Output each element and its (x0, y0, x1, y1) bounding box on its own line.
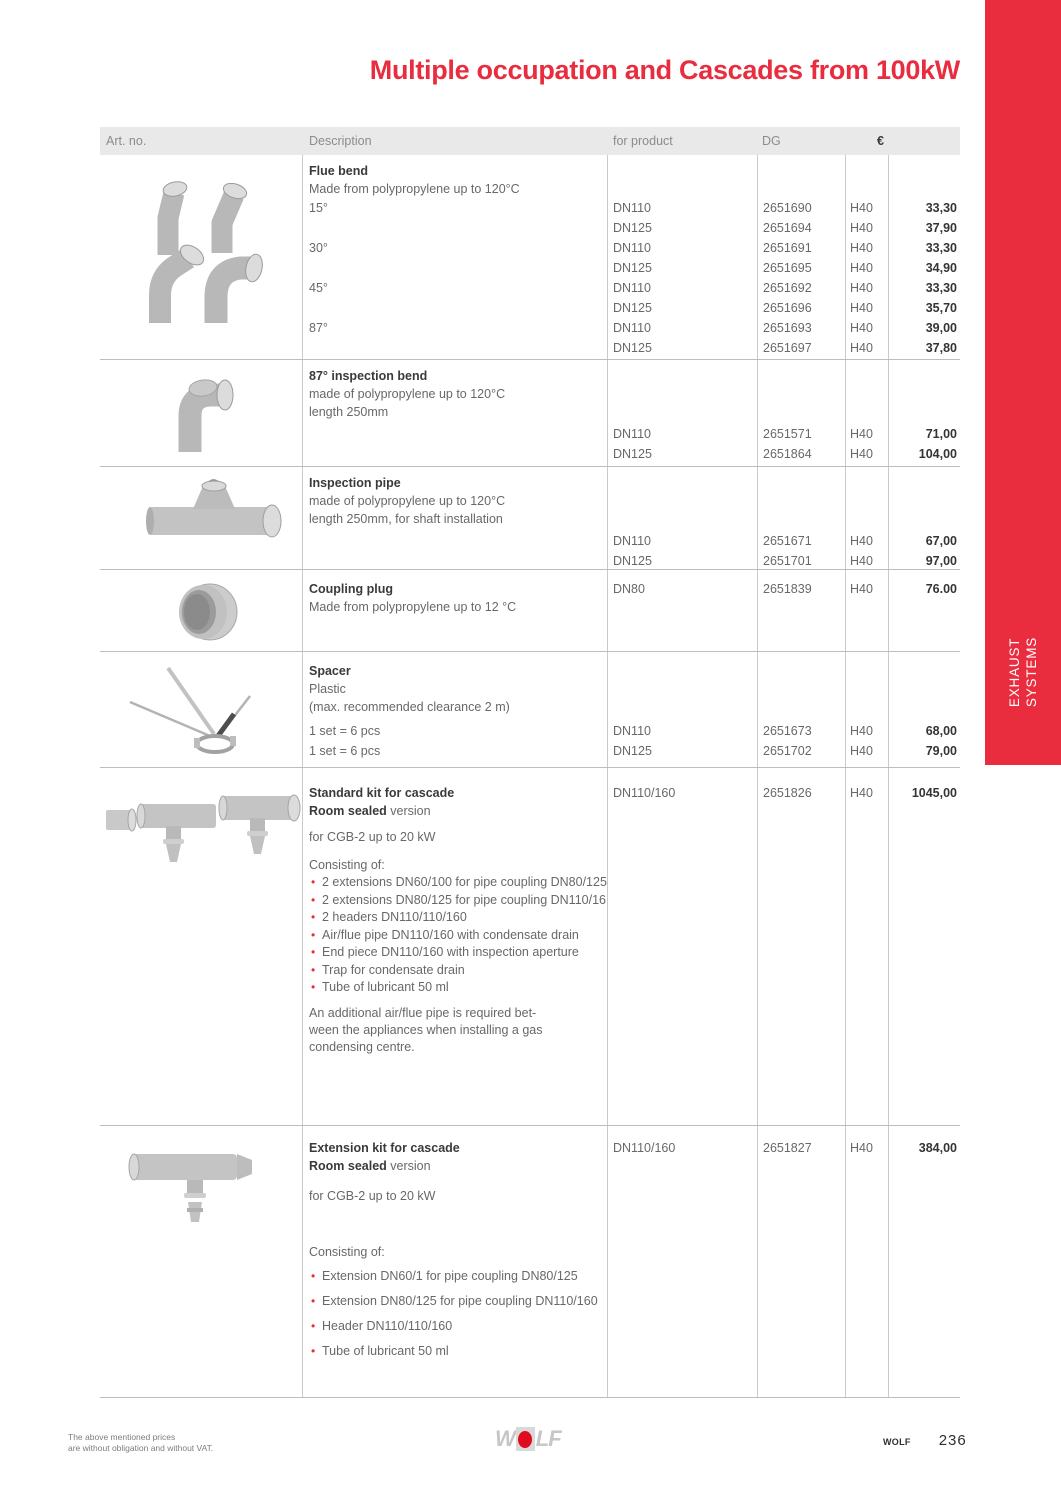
bullet-icon: • (311, 927, 316, 942)
bullet-icon: • (311, 892, 316, 907)
header-currency: € (877, 134, 884, 148)
variant-product: DN125 (613, 554, 652, 568)
variant-product: DN110 (613, 241, 651, 255)
variant-price: 33,30 (925, 201, 957, 215)
wolf-logo-letter-w: W (495, 1426, 515, 1451)
product-name: Inspection pipe (309, 476, 401, 490)
consisting-label: Consisting of: (309, 858, 385, 872)
table-row-inspection-bend (100, 360, 960, 467)
variant-label (302, 551, 607, 570)
spacer-image (122, 662, 257, 760)
table-row-spacer (100, 652, 960, 768)
variant-label (302, 338, 607, 358)
variant-dg: H40 (850, 427, 873, 441)
brand-name: WOLF (883, 1437, 911, 1447)
kit-contents-list (309, 874, 607, 997)
variant-art-no: 2651702 (763, 744, 812, 758)
version-label: version (386, 804, 431, 818)
side-tab-line2: SYSTEMS (1024, 636, 1039, 708)
variant-product: DN110/160 (613, 1141, 676, 1155)
bullet-icon: • (311, 980, 316, 994)
variant-product: DN110 (613, 321, 651, 335)
variant-product: DN110 (613, 201, 651, 215)
kit-contents-list (309, 1268, 607, 1360)
variant-art-no: 2651697 (763, 341, 812, 355)
product-description: made of polypropylene up to 120°C (309, 494, 506, 508)
inspection-bend-image (158, 368, 248, 456)
side-tab-line1: EXHAUST (1007, 637, 1022, 708)
for-appliance-line: for CGB-2 up to 20 kW (309, 1189, 436, 1203)
variant-row (302, 298, 960, 318)
variant-price: 97,00 (925, 554, 957, 568)
variant-dg: H40 (850, 281, 873, 295)
variant-price: 76.00 (925, 582, 957, 596)
extension-kit-image (125, 1140, 265, 1232)
variant-art-no: 2651693 (763, 321, 812, 335)
product-image-cell (100, 570, 302, 651)
variant-row (302, 338, 960, 358)
variant-row (302, 238, 960, 258)
variant-art-no: 2651671 (763, 534, 812, 548)
product-table (100, 127, 960, 1398)
variant-row (302, 551, 960, 570)
variant-product: DN125 (613, 301, 652, 315)
product-name: Extension kit for cascade (309, 1141, 460, 1155)
list-item: • Header DN110/110/160 (311, 1319, 453, 1333)
list-item: • Extension DN80/125 for pipe coupling DN110/160 (311, 1294, 598, 1308)
list-item: • Tube of lubricant 50 ml (311, 1344, 449, 1358)
variant-price: 1045,00 (911, 786, 957, 800)
variant-row (302, 721, 960, 741)
variant-row (302, 784, 960, 802)
list-item: • 2 extensions DN60/100 for pipe coupling DN80/125 (309, 874, 607, 892)
variant-dg: H40 (850, 744, 873, 758)
variant-dg: H40 (850, 321, 873, 335)
list-item: • End piece DN110/160 with inspection aperture (309, 944, 607, 962)
variant-price: 34,90 (925, 261, 957, 275)
product-description: (max. recommended clearance 2 m) (309, 700, 510, 714)
variant-price: 67,00 (925, 534, 957, 548)
exhaust-systems-side-tab (985, 0, 1061, 765)
variant-art-no: 2651839 (763, 582, 812, 596)
variant-label: 1 set = 6 pcs (309, 724, 381, 738)
variant-price: 37,90 (925, 221, 957, 235)
for-appliance-line: for CGB-2 up to 20 kW (309, 830, 436, 844)
list-item: • 2 headers DN110/110/160 (309, 909, 607, 927)
variant-label: 87° (309, 321, 328, 335)
variant-label (302, 444, 607, 464)
table-row-inspection-pipe (100, 467, 960, 570)
variant-product: DN125 (613, 261, 652, 275)
wolf-logo (495, 1424, 561, 1454)
consisting-label: Consisting of: (309, 1245, 385, 1259)
variant-product: DN110 (613, 534, 651, 548)
product-subtitle (309, 802, 607, 820)
coupling-plug-image (172, 582, 242, 642)
product-image-cell (100, 1126, 302, 1397)
room-sealed-label: Room sealed (309, 804, 387, 818)
inspection-pipe-image (145, 477, 295, 547)
price-disclaimer: The above mentioned prices are without obligation and without VAT. (68, 1432, 214, 1453)
variant-product: DN125 (613, 221, 652, 235)
variant-dg: H40 (850, 201, 873, 215)
side-tab-label (1006, 637, 1040, 707)
variant-dg: H40 (850, 341, 873, 355)
variant-product: DN110 (613, 281, 651, 295)
bullet-icon: • (311, 875, 316, 889)
standard-kit-image (104, 784, 302, 874)
variant-art-no: 2651695 (763, 261, 812, 275)
variant-product: DN125 (613, 447, 652, 461)
variant-label: 45° (309, 281, 328, 295)
bullet-icon: • (311, 910, 316, 924)
variant-row (302, 741, 960, 761)
bullet-icon: • (311, 1294, 316, 1308)
product-name: Flue bend (309, 164, 369, 178)
variant-price: 39,00 (925, 321, 957, 335)
variant-product: DN110 (613, 724, 651, 738)
variant-price: 35,70 (925, 301, 957, 315)
product-description: Plastic (309, 682, 346, 696)
variant-art-no: 2651673 (763, 724, 812, 738)
variant-row (302, 318, 960, 338)
product-image-cell (100, 467, 302, 570)
bullet-icon: • (311, 1269, 316, 1283)
product-description: made of polypropylene up to 120°C (309, 387, 506, 401)
header-art-no: Art. no. (106, 134, 147, 148)
variant-product: DN125 (613, 744, 652, 758)
variant-dg: H40 (850, 1141, 873, 1155)
additional-note: An additional air/flue pipe is required bet- ween the appliances when installing a gas condensing centre. (309, 1005, 543, 1054)
variant-label (302, 424, 607, 444)
variant-dg: H40 (850, 582, 873, 596)
variant-dg: H40 (850, 447, 873, 461)
variant-label: 30° (309, 241, 328, 255)
variant-art-no: 2651571 (763, 427, 812, 441)
variant-dg: H40 (850, 261, 873, 275)
product-name: Spacer (309, 664, 351, 678)
flue-bend-image (130, 163, 280, 328)
bullet-icon: • (311, 962, 316, 977)
variant-price: 104,00 (918, 447, 957, 461)
variant-label: 15° (309, 201, 328, 215)
variant-price: 37,80 (925, 341, 957, 355)
footer-page-info (883, 1432, 967, 1449)
variant-price: 33,30 (925, 241, 957, 255)
page-number: 236 (938, 1432, 967, 1449)
product-image-cell (100, 652, 302, 767)
variant-art-no: 2651690 (763, 201, 812, 215)
variant-art-no: 2651701 (763, 554, 812, 568)
variant-product: DN110/160 (613, 786, 676, 800)
bullet-icon: • (311, 1319, 316, 1333)
list-item: • Air/flue pipe DN110/160 with condensate drain (309, 927, 607, 945)
variant-row (302, 198, 960, 218)
variant-price: 33,30 (925, 281, 957, 295)
header-description: Description (309, 134, 372, 148)
wolf-logo-red-dot-icon (516, 1427, 535, 1451)
variant-product: DN125 (613, 341, 652, 355)
product-name: Standard kit for cascade (309, 786, 455, 800)
variant-dg: H40 (850, 534, 873, 548)
room-sealed-label: Room sealed (309, 1159, 387, 1173)
variant-label: 1 set = 6 pcs (309, 744, 381, 758)
version-label: version (386, 1159, 431, 1173)
variant-row (302, 444, 960, 464)
bullet-icon: • (311, 945, 316, 959)
page-title: Multiple occupation and Cascades from 100kW (369, 55, 960, 85)
variant-row (302, 424, 960, 444)
variant-price: 79,00 (925, 744, 957, 758)
table-header-row (100, 127, 960, 155)
variant-row (302, 531, 960, 551)
header-dg: DG (762, 134, 781, 148)
product-description: length 250mm (309, 405, 389, 419)
list-item: • 2 extensions DN80/125 for pipe coupling DN110/16 (309, 892, 607, 910)
list-item: • Tube of lubricant 50 ml (309, 979, 607, 997)
variant-label (302, 298, 607, 318)
product-name: Coupling plug (309, 582, 394, 596)
list-item: • Trap for condensate drain (309, 962, 607, 980)
variant-dg: H40 (850, 241, 873, 255)
variant-product: DN110 (613, 427, 651, 441)
product-description: Made from polypropylene up to 120°C (309, 182, 520, 196)
variant-dg: H40 (850, 301, 873, 315)
variant-dg: H40 (850, 221, 873, 235)
product-subtitle (309, 1157, 607, 1175)
bullet-icon: • (311, 1344, 316, 1358)
product-image-cell (100, 360, 302, 466)
variant-dg: H40 (850, 724, 873, 738)
product-image-cell (100, 155, 302, 359)
variant-art-no: 2651827 (763, 1141, 812, 1155)
table-row-standard-kit (100, 768, 960, 1126)
variant-row (302, 580, 960, 598)
variant-art-no: 2651864 (763, 447, 812, 461)
variant-row (302, 1139, 960, 1157)
product-name: 87° inspection bend (309, 369, 428, 383)
table-row-coupling-plug (100, 570, 960, 652)
variant-price: 71,00 (925, 427, 957, 441)
table-row-flue-bend (100, 155, 960, 360)
product-description: Made from polypropylene up to 12 °C (309, 600, 517, 614)
variant-dg: H40 (850, 786, 873, 800)
variant-label (302, 258, 607, 278)
variant-price: 68,00 (925, 724, 957, 738)
table-row-extension-kit (100, 1126, 960, 1398)
variant-label (302, 531, 607, 551)
variant-row (302, 218, 960, 238)
variant-art-no: 2651694 (763, 221, 812, 235)
variant-label (302, 218, 607, 238)
variant-row (302, 258, 960, 278)
variant-art-no: 2651692 (763, 281, 812, 295)
variant-dg: H40 (850, 554, 873, 568)
variant-price: 384,00 (918, 1141, 957, 1155)
list-item: • Extension DN60/1 for pipe coupling DN80/125 (311, 1269, 578, 1283)
variant-row (302, 278, 960, 298)
wolf-logo-letters-lf: LF (535, 1426, 561, 1451)
variant-art-no: 2651691 (763, 241, 812, 255)
product-image-cell (100, 768, 302, 1125)
product-description: length 250mm, for shaft installation (309, 512, 503, 526)
variant-product: DN80 (613, 582, 645, 596)
variant-art-no: 2651826 (763, 786, 812, 800)
variant-art-no: 2651696 (763, 301, 812, 315)
header-for-product: for product (613, 134, 673, 148)
